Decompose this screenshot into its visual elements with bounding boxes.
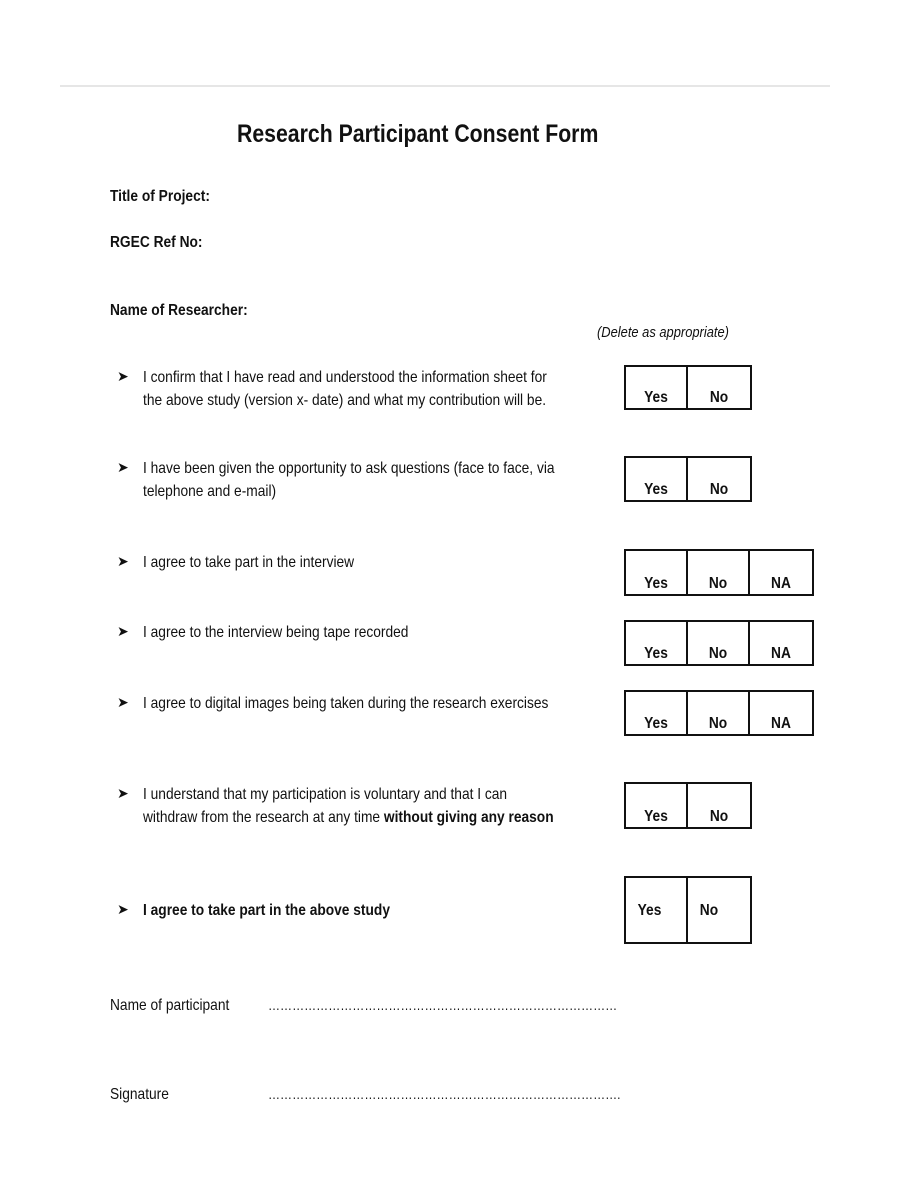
item-5-options (624, 690, 814, 736)
bullet-icon: ➤ (117, 901, 129, 917)
project-title-label: Title of Project: (110, 188, 210, 205)
option-yes[interactable]: Yes (626, 692, 688, 734)
item-7-options (624, 876, 752, 944)
item-5-text: I agree to digital images being taken during the research exercises (143, 695, 549, 712)
researcher-label: Name of Researcher: (110, 302, 248, 319)
option-yes[interactable]: Yes (626, 458, 688, 500)
item-6-text: I understand that my participation is voluntary and that I can withdraw from the research at any time without giving any reason (143, 786, 554, 826)
item-2-options (624, 456, 752, 502)
option-no[interactable]: No (709, 808, 729, 825)
item-7-text: I agree to take part in the above study (143, 902, 390, 919)
item-3-text: I agree to take part in the interview (143, 554, 355, 571)
option-yes[interactable]: Yes (626, 622, 688, 664)
page-title: Research Participant Consent Form (237, 120, 599, 148)
bullet-icon: ➤ (117, 553, 129, 569)
bullet-icon: ➤ (117, 368, 129, 384)
bullet-icon: ➤ (117, 623, 129, 639)
item-1-options (624, 365, 752, 410)
option-yes[interactable]: Yes (626, 367, 688, 408)
item-2-text: I have been given the opportunity to ask questions (face to face, via telephone and e-mail) (143, 460, 555, 500)
signature-label: Signature (110, 1086, 169, 1103)
option-no[interactable]: No (688, 622, 750, 664)
option-no[interactable]: No (709, 389, 729, 406)
option-na[interactable]: NA (771, 645, 791, 662)
bullet-icon: ➤ (117, 459, 129, 475)
option-na[interactable]: NA (771, 715, 791, 732)
option-yes[interactable]: Yes (626, 784, 688, 827)
participant-name-field[interactable]: …………………………………………………………………………… (268, 997, 618, 1013)
item-3-options (624, 549, 814, 596)
option-no[interactable]: No (688, 692, 750, 734)
ref-no-label: RGEC Ref No: (110, 234, 203, 251)
item-4-options (624, 620, 814, 666)
option-no[interactable]: No (688, 551, 750, 594)
signature-field[interactable]: ……………………………………………………………………………. (268, 1086, 621, 1102)
bullet-icon: ➤ (117, 785, 129, 801)
option-yes[interactable]: Yes (626, 551, 688, 594)
participant-name-label: Name of participant (110, 997, 230, 1014)
option-no[interactable]: No (709, 481, 729, 498)
top-divider (60, 85, 830, 87)
option-no[interactable]: No (699, 902, 719, 919)
bullet-icon: ➤ (117, 694, 129, 710)
item-6-options (624, 782, 752, 829)
delete-note: (Delete as appropriate) (597, 324, 729, 341)
item-1-text: I confirm that I have read and understood the information sheet for the above study (version x- date) and what my contribution will be. (143, 369, 547, 409)
option-yes[interactable]: Yes (626, 878, 688, 942)
item-4-text: I agree to the interview being tape recorded (143, 624, 409, 641)
option-na[interactable]: NA (771, 575, 791, 592)
